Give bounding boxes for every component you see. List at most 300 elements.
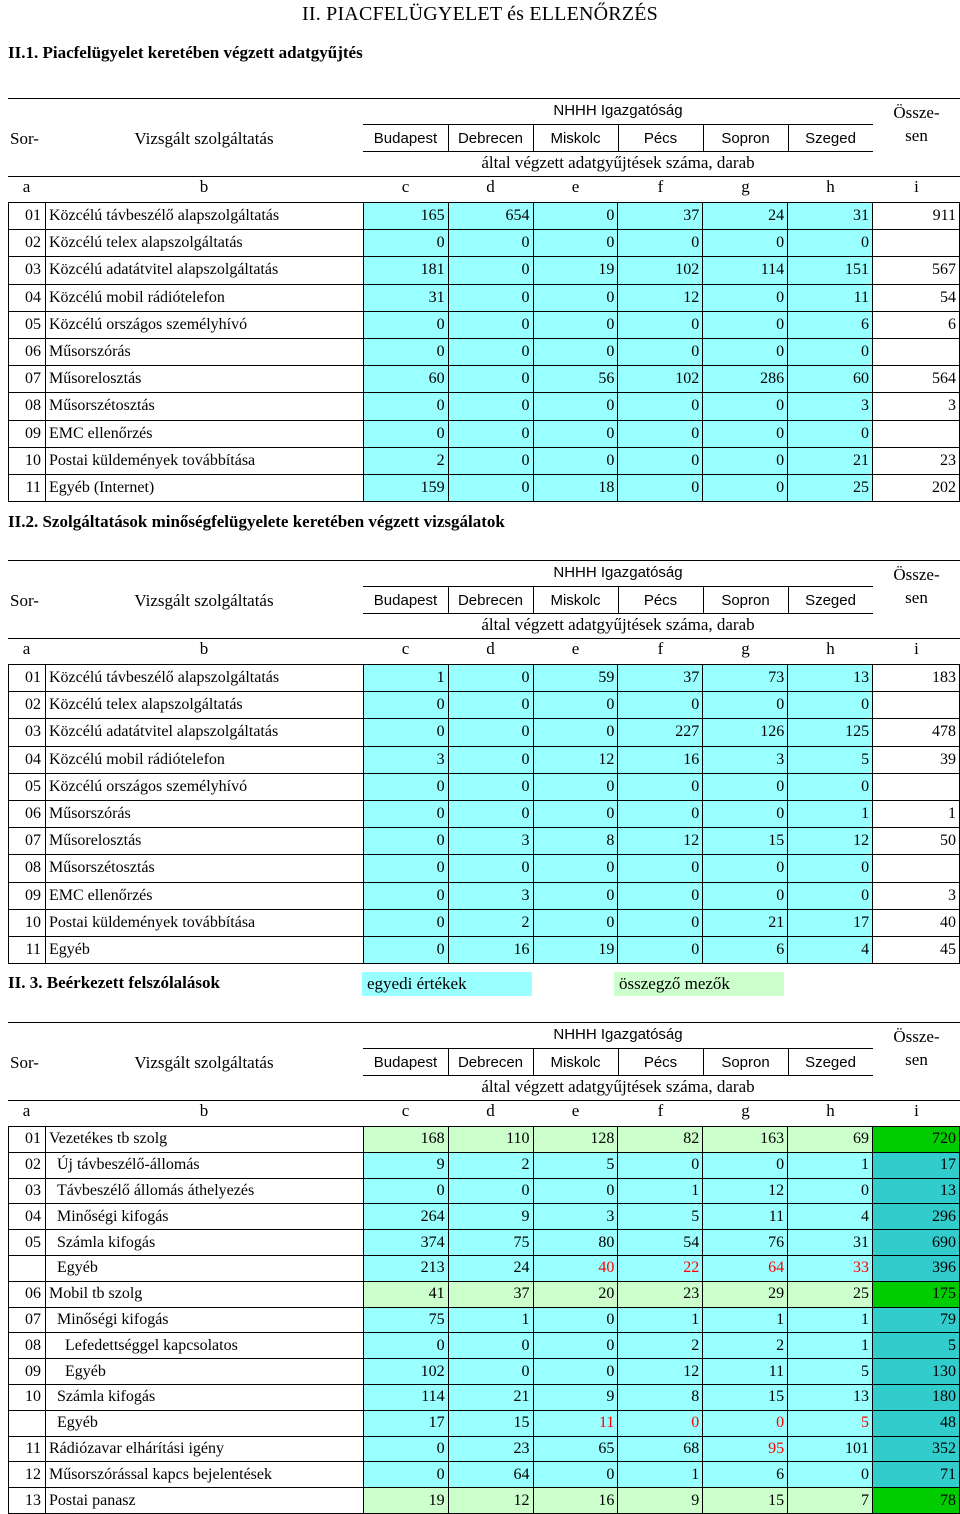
column-letter-b: b — [199, 177, 209, 196]
value-cell: 0 — [618, 311, 703, 338]
value-cell: 168 — [363, 1127, 448, 1153]
value-cell: 264 — [363, 1204, 448, 1230]
city-6: Szeged — [805, 1054, 856, 1071]
table-row — [9, 474, 960, 501]
value-cell: 60 — [363, 366, 448, 393]
row-number: 03 — [9, 719, 46, 746]
value-cell: 11 — [533, 1410, 618, 1436]
value-cell: 101 — [788, 1436, 873, 1462]
total-cell: 50 — [873, 828, 960, 855]
value-cell: 19 — [363, 1488, 448, 1514]
value-cell: 33 — [788, 1255, 873, 1281]
table-row — [9, 1152, 960, 1178]
column-letter-c: c — [401, 177, 410, 196]
value-cell: 11 — [703, 1359, 788, 1385]
section-title: II. 3. Beérkezett felszólalások — [8, 973, 220, 992]
row-label: Minőségi kifogás — [45, 1204, 363, 1230]
row-number: 04 — [9, 284, 46, 311]
city-2: Debrecen — [457, 1054, 524, 1071]
column-letter-f: f — [657, 639, 664, 658]
value-cell: 20 — [533, 1281, 618, 1307]
total-label-bottom: sen — [905, 1050, 928, 1069]
table-row — [9, 230, 960, 257]
value-cell: 0 — [363, 719, 448, 746]
value-cell: 17 — [788, 909, 873, 936]
directorate-label: NHHH Igazgatóság — [553, 564, 683, 581]
value-cell: 6 — [788, 311, 873, 338]
row-number: 01 — [9, 203, 46, 230]
value-cell: 0 — [618, 230, 703, 257]
row-label: Közcélú mobil rádiótelefon — [45, 284, 363, 311]
total-cell: 40 — [873, 909, 960, 936]
city-5: Sopron — [721, 130, 770, 147]
value-cell: 60 — [788, 366, 873, 393]
value-cell: 8 — [618, 1384, 703, 1410]
table-row — [9, 692, 960, 719]
total-cell: 3 — [873, 393, 960, 420]
city-2: Debrecen — [457, 130, 524, 147]
total-cell: 1 — [873, 800, 960, 827]
value-cell: 16 — [618, 746, 703, 773]
sor-label: Sor- — [10, 129, 39, 148]
value-cell: 0 — [363, 311, 448, 338]
value-cell: 0 — [533, 909, 618, 936]
value-cell: 0 — [618, 420, 703, 447]
row-number: 02 — [9, 692, 46, 719]
row-label: Közcélú mobil rádiótelefon — [45, 746, 363, 773]
row-number: 11 — [9, 1436, 46, 1462]
value-cell: 6 — [703, 1462, 788, 1488]
table-row — [9, 1488, 960, 1514]
value-cell: 5 — [788, 1359, 873, 1385]
value-cell: 0 — [533, 1178, 618, 1204]
value-cell: 54 — [618, 1230, 703, 1256]
table-header — [0, 560, 960, 664]
column-letter-a: a — [22, 1101, 31, 1120]
value-cell: 0 — [533, 203, 618, 230]
value-cell: 0 — [788, 1178, 873, 1204]
value-cell: 2 — [448, 909, 533, 936]
row-label: Számla kifogás — [45, 1230, 363, 1256]
value-cell: 7 — [788, 1488, 873, 1514]
column-letter-g: g — [741, 639, 750, 658]
row-number: 07 — [9, 828, 46, 855]
header-divider — [363, 613, 873, 614]
value-cell: 31 — [788, 203, 873, 230]
table-row — [9, 1410, 960, 1436]
row-number: 07 — [9, 1307, 46, 1333]
value-cell: 0 — [618, 393, 703, 420]
value-cell: 0 — [363, 692, 448, 719]
value-cell: 8 — [533, 828, 618, 855]
total-label-bottom: sen — [905, 126, 928, 145]
row-label: Műsorszórás — [45, 338, 363, 365]
total-cell — [873, 773, 960, 800]
legend-summary: összegző mezők — [614, 972, 784, 996]
value-cell: 0 — [533, 800, 618, 827]
value-cell: 16 — [448, 936, 533, 963]
city-5: Sopron — [721, 1054, 770, 1071]
value-cell: 13 — [788, 1384, 873, 1410]
value-cell: 0 — [363, 909, 448, 936]
row-number: 10 — [9, 909, 46, 936]
value-cell: 0 — [533, 311, 618, 338]
row-label: EMC ellenőrzés — [45, 420, 363, 447]
value-cell: 64 — [703, 1255, 788, 1281]
value-cell: 0 — [533, 338, 618, 365]
row-number: 06 — [9, 338, 46, 365]
value-cell: 0 — [363, 230, 448, 257]
row-number: 12 — [9, 1462, 46, 1488]
value-cell: 37 — [448, 1281, 533, 1307]
total-cell: 911 — [873, 203, 960, 230]
value-cell: 0 — [533, 719, 618, 746]
header-divider — [448, 587, 449, 613]
city-4: Pécs — [643, 1054, 678, 1071]
row-number: 01 — [9, 1127, 46, 1153]
sor-label: Sor- — [10, 591, 39, 610]
value-cell: 0 — [363, 773, 448, 800]
row-label: Műsorelosztás — [45, 828, 363, 855]
value-cell: 5 — [788, 746, 873, 773]
value-cell: 16 — [533, 1488, 618, 1514]
total-cell: 5 — [873, 1333, 960, 1359]
value-cell: 5 — [533, 1152, 618, 1178]
value-cell: 0 — [618, 773, 703, 800]
row-label: Műsorszórással kapcs bejelentések — [45, 1462, 363, 1488]
row-number: 08 — [9, 393, 46, 420]
value-cell: 4 — [788, 1204, 873, 1230]
value-cell: 0 — [618, 800, 703, 827]
column-letter-d: d — [486, 1101, 495, 1120]
value-cell: 0 — [363, 338, 448, 365]
header-divider — [618, 125, 619, 151]
value-cell: 64 — [448, 1462, 533, 1488]
header-divider — [448, 125, 449, 151]
table-row — [9, 1307, 960, 1333]
value-cell: 110 — [448, 1127, 533, 1153]
row-label: Rádiózavar elhárítási igény — [45, 1436, 363, 1462]
table-row — [9, 855, 960, 882]
header-divider — [703, 125, 704, 151]
value-cell: 0 — [448, 665, 533, 692]
value-cell: 126 — [703, 719, 788, 746]
value-cell: 128 — [533, 1127, 618, 1153]
row-number: 10 — [9, 447, 46, 474]
value-cell: 37 — [618, 203, 703, 230]
value-cell: 0 — [363, 936, 448, 963]
section-title: II.1. Piacfelügyelet keretében végzett adatgyűjtés — [8, 43, 363, 62]
value-cell: 0 — [788, 230, 873, 257]
row-label: Közcélú telex alapszolgáltatás — [45, 692, 363, 719]
row-label: Műsorszétosztás — [45, 393, 363, 420]
value-cell: 0 — [448, 474, 533, 501]
row-label: Postai küldemények továbbítása — [45, 909, 363, 936]
section-title: II.2. Szolgáltatások minőségfelügyelete keretében végzett vizsgálatok — [8, 512, 505, 531]
value-cell: 12 — [533, 746, 618, 773]
value-cell: 0 — [703, 338, 788, 365]
value-cell: 12 — [618, 284, 703, 311]
value-cell: 0 — [618, 1152, 703, 1178]
row-number: 10 — [9, 1384, 46, 1410]
value-cell: 0 — [533, 1359, 618, 1385]
value-cell: 18 — [533, 474, 618, 501]
value-cell: 0 — [533, 692, 618, 719]
value-cell: 21 — [448, 1384, 533, 1410]
row-label: Minőségi kifogás — [45, 1307, 363, 1333]
row-number: 07 — [9, 366, 46, 393]
value-cell: 0 — [448, 855, 533, 882]
value-cell: 181 — [363, 257, 448, 284]
header-border — [8, 98, 960, 99]
row-number — [9, 1410, 46, 1436]
row-number: 02 — [9, 1152, 46, 1178]
table-row — [9, 1204, 960, 1230]
total-cell — [873, 230, 960, 257]
service-label: Vizsgált szolgáltatás — [134, 591, 274, 610]
row-number: 08 — [9, 1333, 46, 1359]
table-row — [9, 746, 960, 773]
header-divider — [618, 1049, 619, 1075]
value-cell: 3 — [703, 746, 788, 773]
value-cell: 0 — [448, 230, 533, 257]
value-cell: 15 — [703, 1488, 788, 1514]
value-cell: 25 — [788, 1281, 873, 1307]
value-cell: 0 — [788, 420, 873, 447]
value-cell: 12 — [703, 1178, 788, 1204]
column-letter-b: b — [199, 639, 209, 658]
value-cell: 227 — [618, 719, 703, 746]
row-number: 05 — [9, 311, 46, 338]
value-cell: 15 — [703, 1384, 788, 1410]
value-cell: 114 — [363, 1384, 448, 1410]
value-cell: 102 — [618, 366, 703, 393]
value-cell: 0 — [448, 719, 533, 746]
value-cell: 0 — [533, 1333, 618, 1359]
value-cell: 1 — [703, 1307, 788, 1333]
value-cell: 9 — [618, 1488, 703, 1514]
total-cell — [873, 338, 960, 365]
directorate-label: NHHH Igazgatóság — [553, 102, 683, 119]
value-cell: 1 — [363, 665, 448, 692]
value-cell: 159 — [363, 474, 448, 501]
column-letter-e: e — [571, 639, 580, 658]
value-cell: 654 — [448, 203, 533, 230]
value-cell: 0 — [448, 366, 533, 393]
value-cell: 0 — [448, 338, 533, 365]
value-cell: 0 — [533, 855, 618, 882]
row-number: 04 — [9, 746, 46, 773]
value-cell: 76 — [703, 1230, 788, 1256]
city-2: Debrecen — [457, 592, 524, 609]
value-cell: 4 — [788, 936, 873, 963]
value-cell: 75 — [363, 1307, 448, 1333]
value-cell: 0 — [448, 284, 533, 311]
value-cell: 17 — [363, 1410, 448, 1436]
value-cell: 0 — [363, 420, 448, 447]
row-number: 11 — [9, 936, 46, 963]
value-cell: 59 — [533, 665, 618, 692]
total-cell: 567 — [873, 257, 960, 284]
row-label: Egyéb — [45, 1410, 363, 1436]
value-cell: 1 — [788, 1307, 873, 1333]
data-table — [8, 1126, 960, 1514]
value-cell: 19 — [533, 257, 618, 284]
total-label-bottom: sen — [905, 588, 928, 607]
total-cell: 352 — [873, 1436, 960, 1462]
value-cell: 163 — [703, 1127, 788, 1153]
row-label: Lefedettséggel kapcsolatos — [45, 1333, 363, 1359]
header-divider — [788, 587, 789, 613]
value-cell: 0 — [448, 1359, 533, 1385]
value-cell: 0 — [363, 800, 448, 827]
total-label-top: Össze- — [893, 1027, 940, 1046]
value-cell: 5 — [788, 1410, 873, 1436]
value-cell: 286 — [703, 366, 788, 393]
value-cell: 1 — [448, 1307, 533, 1333]
value-cell: 6 — [703, 936, 788, 963]
value-cell: 0 — [618, 447, 703, 474]
value-cell: 40 — [533, 1255, 618, 1281]
value-cell: 24 — [448, 1255, 533, 1281]
row-number: 11 — [9, 474, 46, 501]
value-cell: 1 — [788, 1333, 873, 1359]
value-cell: 0 — [448, 1178, 533, 1204]
value-cell: 3 — [533, 1204, 618, 1230]
city-6: Szeged — [805, 130, 856, 147]
column-letter-h: h — [826, 639, 835, 658]
table-row — [9, 1178, 960, 1204]
row-label: Közcélú adatátvitel alapszolgáltatás — [45, 257, 363, 284]
value-cell: 0 — [703, 692, 788, 719]
page-title: II. PIACFELÜGYELET és ELLENŐRZÉS — [302, 3, 658, 25]
column-letter-b: b — [199, 1101, 209, 1120]
row-number — [9, 1255, 46, 1281]
row-label: Távbeszélő állomás áthelyezés — [45, 1178, 363, 1204]
header-divider — [363, 151, 873, 152]
table-row — [9, 1230, 960, 1256]
value-cell: 12 — [448, 1488, 533, 1514]
row-number: 09 — [9, 882, 46, 909]
total-cell: 690 — [873, 1230, 960, 1256]
row-label: Műsorszétosztás — [45, 855, 363, 882]
total-cell: 45 — [873, 936, 960, 963]
row-label: Közcélú távbeszélő alapszolgáltatás — [45, 203, 363, 230]
service-label: Vizsgált szolgáltatás — [134, 1053, 274, 1072]
header-border — [8, 560, 960, 561]
value-cell: 0 — [703, 882, 788, 909]
value-cell: 19 — [533, 936, 618, 963]
value-cell: 12 — [618, 1359, 703, 1385]
row-label: Postai küldemények továbbítása — [45, 447, 363, 474]
column-letter-g: g — [741, 1101, 750, 1120]
value-cell: 0 — [533, 393, 618, 420]
city-6: Szeged — [805, 592, 856, 609]
row-number: 09 — [9, 420, 46, 447]
row-label: Közcélú telex alapszolgáltatás — [45, 230, 363, 257]
directorate-label: NHHH Igazgatóság — [553, 1026, 683, 1043]
value-cell: 9 — [533, 1384, 618, 1410]
value-cell: 0 — [448, 420, 533, 447]
table-row — [9, 1127, 960, 1153]
value-cell: 3 — [363, 746, 448, 773]
total-cell — [873, 692, 960, 719]
table-row — [9, 800, 960, 827]
value-cell: 0 — [618, 882, 703, 909]
value-cell: 0 — [788, 855, 873, 882]
city-3: Miskolc — [550, 130, 601, 147]
value-cell: 1 — [618, 1178, 703, 1204]
row-label: Közcélú távbeszélő alapszolgáltatás — [45, 665, 363, 692]
total-cell: 180 — [873, 1384, 960, 1410]
value-cell: 3 — [448, 882, 533, 909]
row-number: 06 — [9, 1281, 46, 1307]
value-cell: 82 — [618, 1127, 703, 1153]
value-cell: 374 — [363, 1230, 448, 1256]
value-cell: 0 — [618, 474, 703, 501]
column-letter-f: f — [657, 1101, 664, 1120]
value-cell: 23 — [448, 1436, 533, 1462]
total-cell: 17 — [873, 1152, 960, 1178]
value-cell: 29 — [703, 1281, 788, 1307]
value-cell: 13 — [788, 665, 873, 692]
value-cell: 3 — [448, 828, 533, 855]
value-cell: 0 — [703, 420, 788, 447]
column-letter-d: d — [486, 177, 495, 196]
value-cell: 0 — [618, 338, 703, 365]
table-row — [9, 284, 960, 311]
table-row — [9, 1255, 960, 1281]
value-cell: 0 — [703, 1152, 788, 1178]
total-cell: 175 — [873, 1281, 960, 1307]
column-letter-f: f — [657, 177, 664, 196]
table-row — [9, 773, 960, 800]
data-table — [8, 664, 960, 964]
value-cell: 0 — [533, 773, 618, 800]
value-cell: 0 — [363, 1436, 448, 1462]
row-number: 04 — [9, 1204, 46, 1230]
total-cell: 71 — [873, 1462, 960, 1488]
value-cell: 0 — [363, 1178, 448, 1204]
header-divider — [533, 587, 534, 613]
column-letter-i: i — [914, 1101, 919, 1120]
row-label: Műsorelosztás — [45, 366, 363, 393]
column-letter-i: i — [914, 639, 919, 658]
header-border — [8, 1022, 960, 1023]
column-letter-g: g — [741, 177, 750, 196]
value-cell: 0 — [363, 1462, 448, 1488]
table-row — [9, 257, 960, 284]
total-cell: 396 — [873, 1255, 960, 1281]
value-cell: 95 — [703, 1436, 788, 1462]
row-label: Műsorszórás — [45, 800, 363, 827]
total-cell: 39 — [873, 746, 960, 773]
row-label: Számla kifogás — [45, 1384, 363, 1410]
row-number: 03 — [9, 1178, 46, 1204]
total-cell: 79 — [873, 1307, 960, 1333]
row-number: 06 — [9, 800, 46, 827]
column-letter-a: a — [22, 639, 31, 658]
value-cell: 2 — [703, 1333, 788, 1359]
unit-note: által végzett adatgyűjtések száma, darab — [481, 1077, 755, 1096]
total-cell: 54 — [873, 284, 960, 311]
value-cell: 3 — [788, 393, 873, 420]
value-cell: 9 — [363, 1152, 448, 1178]
value-cell: 12 — [618, 828, 703, 855]
value-cell: 0 — [533, 882, 618, 909]
value-cell: 24 — [703, 203, 788, 230]
data-table — [8, 202, 960, 502]
